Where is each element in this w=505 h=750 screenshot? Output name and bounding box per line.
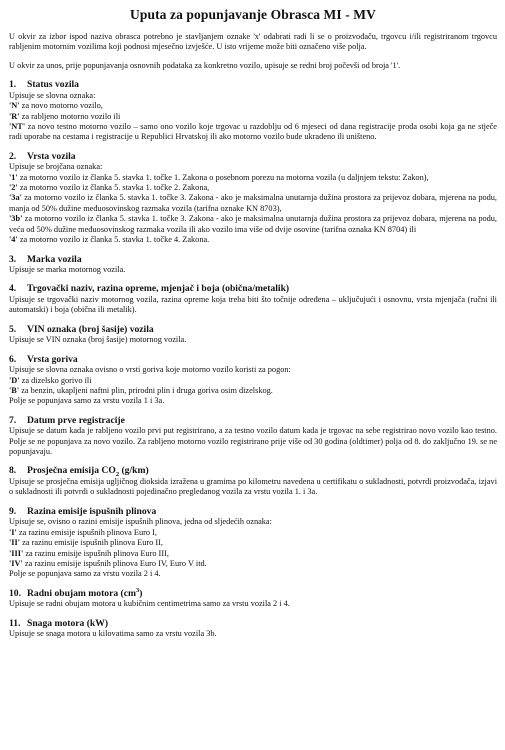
section-title: Marka vozila <box>27 253 82 265</box>
code-option-line <box>9 559 497 569</box>
instruction-text <box>9 335 497 345</box>
option-code: 'II' <box>9 538 21 548</box>
instruction-text <box>9 629 497 639</box>
section-heading <box>9 588 497 600</box>
section-number: 9. <box>9 505 17 517</box>
code-option-line <box>9 183 497 193</box>
line-text: za razinu emisije ispušnih plinova Euro III, <box>23 548 169 558</box>
instruction-section <box>9 506 497 580</box>
option-code: 'R' <box>9 111 20 121</box>
section-title: Snaga motora (kW) <box>27 617 109 629</box>
line-text: za razinu emisije ispušnih plinova Euro II, <box>20 538 163 548</box>
line-text: za novo testno motorno vozilo – samo ono vozilo koje trgovac u razdoblju od 6 mjeseci od dana registracije proda osobi koja ga ne stječe radi uporabe na cestama i registracije u Republici Hrvatskoj ili ako motorno vozilo bude ukradeno ili uništeno. <box>9 121 497 142</box>
section-heading <box>9 465 497 477</box>
section-title: Radni obujam motora (cm <box>27 587 136 599</box>
document-title: Uputa za popunjavanje Obrasca MI - MV <box>130 7 376 22</box>
section-title-tail: (g/km) <box>119 465 149 477</box>
instruction-section <box>9 618 497 640</box>
option-code: 'III' <box>9 548 24 558</box>
code-option-line <box>9 173 497 183</box>
section-number: 6. <box>9 353 17 365</box>
section-title-subscript: 2 <box>115 471 120 479</box>
section-title: Prosječna emisija CO <box>27 465 116 477</box>
section-title: VIN oznaka (broj šasije) vozila <box>27 323 154 335</box>
section-title-superscript: 3 <box>136 586 140 594</box>
code-option-line <box>9 386 497 396</box>
instruction-text <box>9 162 497 172</box>
line-text: Upisuje se trgovački naziv motornog vozila, razina opreme koja treba biti što točnije određena – uključujući i osnovnu, vrsta mjenjača (ručni ili automatski) i boja (obična ili metalik). <box>9 294 497 315</box>
section-title: Vrsta vozila <box>27 150 76 162</box>
code-option-line <box>9 112 497 122</box>
section-number: 5. <box>9 323 17 335</box>
option-code: 'NT' <box>9 121 26 131</box>
line-text: za motorno vozilo iz članka 5. stavka 1. točke 1. Zakona o posebnom porezu na motorna vozila (u daljnjem tekstu: Zakon), <box>17 172 429 182</box>
line-text: za benzin, ukapljeni naftni plin, prirodni plin i druga goriva osim dizelskog. <box>19 385 273 395</box>
code-option-line <box>9 235 497 245</box>
section-number: 2. <box>9 150 17 162</box>
section-title: Trgovački naziv, razina opreme, mjenjač i boja (obična/metalik) <box>27 283 290 295</box>
option-code: '3a' <box>9 193 22 203</box>
section-title-tail: ) <box>139 587 143 599</box>
option-code: 'IV' <box>9 558 23 568</box>
instruction-section <box>9 79 497 143</box>
option-code: 'N' <box>9 101 20 111</box>
line-text: Upisuje se VIN oznaka (broj šasije) motornog vozila. <box>9 335 187 345</box>
line-text: za motorno vozilo iz članka 5. stavka 1. točke 4. Zakona. <box>17 235 210 245</box>
code-option-line <box>9 376 497 386</box>
instruction-text <box>9 295 497 316</box>
option-code: '3b' <box>9 214 23 224</box>
section-heading <box>9 415 497 427</box>
intro-paragraph: U okvir za unos, prije popunjavanja osnovnih podataka za konkretno vozilo, upisuje se redni broj počevši od broja '1'. <box>9 60 401 70</box>
section-heading <box>9 618 497 630</box>
intro-paragraph: U okvir za izbor ispod naziva obrasca potrebno je stavljanjem oznake 'x' odabrati radi li se o proizvođaču, trgovcu i/ili registriranom trgovcu rabljenim motornim vozilima koji podnosi mjesečno izvješće. U isto vrijeme može biti označeno više polja. <box>9 32 497 52</box>
line-text: za rabljeno motorno vozilo ili <box>19 111 121 121</box>
section-heading <box>9 151 497 163</box>
line-text: za razinu emisije ispušnih plinova Euro I, <box>16 527 157 537</box>
section-number: 1. <box>9 79 17 91</box>
instruction-sections <box>9 79 497 639</box>
option-code: '2' <box>9 183 18 193</box>
instruction-text <box>9 517 497 527</box>
instruction-section <box>9 354 497 407</box>
section-heading <box>9 354 497 366</box>
code-option-line <box>9 528 497 538</box>
code-option-line <box>9 549 497 559</box>
line-text: za razinu emisije ispušnih plinova Euro IV, Euro V itd. <box>22 558 207 568</box>
section-title: Status vozila <box>27 79 79 91</box>
section-number: 3. <box>9 253 17 265</box>
section-number: 7. <box>9 414 17 426</box>
section-number: 4. <box>9 283 17 295</box>
line-text: za dizelsko gorivo ili <box>19 375 92 385</box>
instruction-text <box>9 91 497 101</box>
section-heading <box>9 506 497 518</box>
section-number: 8. <box>9 465 17 477</box>
section-title: Razina emisije ispušnih plinova <box>27 505 157 517</box>
line-text: Upisuje se slovna oznaka: <box>9 90 96 100</box>
instruction-text <box>9 396 497 406</box>
section-heading <box>9 283 497 295</box>
instruction-section <box>9 254 497 276</box>
instruction-text <box>9 477 497 498</box>
section-heading <box>9 79 497 91</box>
instruction-section <box>9 151 497 246</box>
line-text: Upisuje se brojčana oznaka: <box>9 162 103 172</box>
line-text: Upisuje se slovna oznaka ovisno o vrsti goriva koje motorno vozilo koristi za pogon: <box>9 365 291 375</box>
intro-block <box>9 32 497 71</box>
instruction-section <box>9 465 497 497</box>
section-heading <box>9 254 497 266</box>
option-code: 'B' <box>9 385 20 395</box>
line-text: Upisuje se, ovisno o razini emisije ispušnih plinova, jedna od sljedećih oznaka: <box>9 517 272 527</box>
instruction-text <box>9 426 497 457</box>
line-text: Upisuje se snaga motora u kilovatima samo za vrstu vozila 3b. <box>9 629 217 639</box>
line-text: Polje se popunjava samo za vrstu vozila 2 i 4. <box>9 569 161 579</box>
option-code: '4' <box>9 235 18 245</box>
line-text: za motorno vozilo iz članka 5. stavka 1. točke 2. Zakona, <box>17 183 210 193</box>
section-title: Datum prve registracije <box>27 414 125 426</box>
instruction-text <box>9 569 497 579</box>
line-text: Upisuje se datum kada je rabljeno vozilo prvi put registrirano, a za testno vozilo datum kada je trgovac na sebe registrirao novo vozilo kao testno. Polje se ne popunjava za novo vozilo. Za rabljeno motorno vozilo registrirano prije više od 30 godina (oldtimer) polja od 8. do zaključno 19. se ne popunjavaju. <box>9 426 497 457</box>
option-code: 'I' <box>9 527 17 537</box>
code-option-line <box>9 214 497 235</box>
code-option-line <box>9 122 497 143</box>
instruction-section <box>9 283 497 315</box>
code-option-line <box>9 101 497 111</box>
instruction-section <box>9 415 497 458</box>
line-text: Upisuje se prosječna emisija ugljičnog dioksida izražena u gramima po kilometru navedena u certifikatu o sukladnosti, potvrdi proizvođača, izjavi o sukladnosti ili potvrdi o sukladnosti pojedinačno pregledanog vozila za vrstu vozila 1. i 3a. <box>9 476 497 497</box>
line-text: Polje se popunjava samo za vrstu vozila 1 i 3a. <box>9 396 165 406</box>
line-text: Upisuje se marka motornog vozila. <box>9 265 126 274</box>
instruction-section <box>9 588 497 610</box>
instruction-text <box>9 599 497 609</box>
instruction-text <box>9 265 497 275</box>
section-number: 10. <box>9 587 21 599</box>
option-code: 'D' <box>9 375 20 385</box>
option-code: '1' <box>9 172 18 182</box>
line-text: za novo motorno vozilo, <box>19 101 103 111</box>
line-text: za motorno vozilo iz članka 5. stavka 1. točke 3. Zakona - ako je maksimalna unutarnja dužina prostora za prijevoz dobara, mjerena na podu, veća od 50% dužine međuosovinskog razmaka vozila ili ako vozilo ima više od dvije osovine (tarifna oznaka KN 8704) ili <box>9 214 497 234</box>
instruction-text <box>9 365 497 375</box>
line-text: Upisuje se radni obujam motora u kubičnim centimetrima samo za vrstu vozila 2 i 4. <box>9 599 290 609</box>
section-heading <box>9 324 497 336</box>
instruction-section <box>9 324 497 346</box>
section-title: Vrsta goriva <box>27 353 78 365</box>
code-option-line <box>9 538 497 548</box>
code-option-line <box>9 193 497 214</box>
line-text: za motorno vozilo iz članka 5. stavka 1. točke 3. Zakona - ako je maksimalna unutarnja dužina prostora za prijevoz dobara, mjerena na podu, manja od 50% dužine međuosovinskog razmaka vozila (tarifna oznake KN 8703), <box>9 193 497 213</box>
section-number: 11. <box>9 617 21 629</box>
